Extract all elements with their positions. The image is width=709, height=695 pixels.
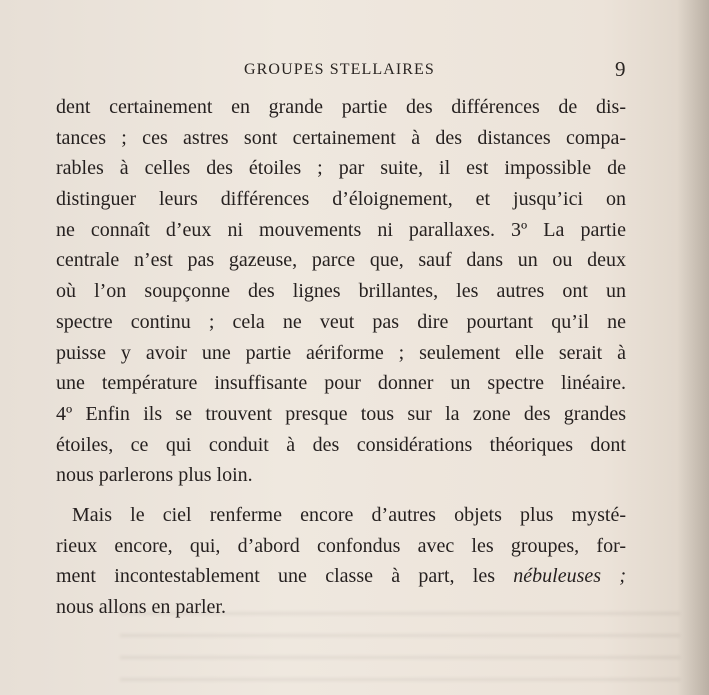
show-through-text xyxy=(120,612,680,692)
text-line: puisse y avoir une partie aériforme ; seulement elle serait à xyxy=(56,341,626,364)
text-line: rables à celles des étoiles ; par suite, il est impossible de xyxy=(56,157,626,180)
text-line: où l’on soupçonne des lignes brillantes, les autres ont un xyxy=(56,280,626,303)
text-line: une température insuffisante pour donner un spectre linéaire. xyxy=(56,372,626,395)
text-line: nous allons en parler. xyxy=(56,596,226,618)
paragraph-2 xyxy=(56,500,626,623)
text-line: dent certainement en grande partie des différences de dis- xyxy=(56,96,626,118)
text-line xyxy=(56,561,626,592)
text-line: tances ; ces astres sont certainement à des distances compa- xyxy=(56,126,626,149)
page-edge-shadow xyxy=(677,0,709,695)
text-line: spectre continu ; cela ne veut pas dire pourtant qu’il ne xyxy=(56,310,626,333)
text-line: rieux encore, qui, d’abord confondus avec les groupes, for- xyxy=(56,534,626,557)
italic-term: nébuleuses ; xyxy=(513,565,626,588)
text-line: étoiles, ce qui conduit à des considérations théoriques dont xyxy=(56,433,626,456)
text-line: ne connaît d’eux ni mouvements ni parallaxes. 3º La partie xyxy=(56,218,626,241)
text-run: ment incontestablement une classe à part, les xyxy=(56,565,514,588)
paragraph-1 xyxy=(56,92,626,491)
running-head: GROUPES STELLAIRES xyxy=(244,61,435,78)
page-header xyxy=(0,57,709,83)
text-line: Mais le ciel renferme encore d’autres objets plus mysté- xyxy=(72,503,626,526)
text-line: nous parlerons plus loin. xyxy=(56,464,253,487)
body-text xyxy=(56,92,626,623)
text-line: centrale n’est pas gazeuse, parce que, sauf dans un ou deux xyxy=(56,249,626,272)
text-line: distinguer leurs différences d’éloignement, et jusqu’ici on xyxy=(56,188,626,211)
text-line: 4º Enfin ils se trouvent presque tous sur la zone des grandes xyxy=(56,402,626,425)
page-number: 9 xyxy=(615,57,626,81)
paragraph-gap xyxy=(56,491,626,500)
